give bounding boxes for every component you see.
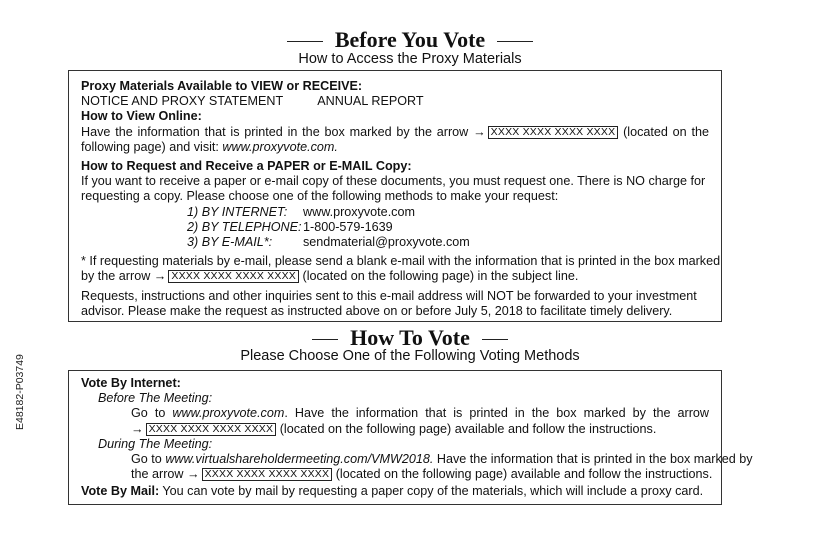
voting-methods-box (68, 370, 753, 505)
request-heading: How to Request and Receive a PAPER or E-MAIL Copy: (81, 159, 412, 174)
access-subtitle: How to Access the Proxy Materials (298, 51, 522, 67)
arrow-icon: → (153, 269, 167, 284)
doc-annual-report: ANNUAL REPORT (317, 94, 424, 109)
document-code: E48182-P03749 (14, 354, 26, 430)
before-meeting-line2: → XXXX XXXX XXXX XXXX (located on the following page) available and follow the instructions. (131, 421, 657, 436)
during-meeting-label: During The Meeting: (98, 436, 213, 451)
before-you-vote-title: Before You Vote (0, 27, 820, 53)
method-email: 3) BY E-MAIL*: sendmaterial@proxyvote.com (187, 235, 470, 250)
title-rule-left (287, 41, 323, 42)
proxy-materials-box (68, 70, 722, 322)
method-telephone: 2) BY TELEPHONE: 1-800-579-1639 (187, 219, 393, 234)
method-telephone-number: 1-800-579-1639 (303, 219, 393, 234)
vote-mail-heading: Vote By Mail: (81, 484, 160, 499)
before-meeting-line1: Go to www.proxyvote.com. Have the information that is printed in the box marked by the arrow (131, 406, 709, 421)
voting-methods-subtitle: Please Choose One of the Following Voting Methods (240, 348, 580, 364)
arrow-icon: → (187, 467, 200, 482)
control-number-box: XXXX XXXX XXXX XXXX (202, 468, 333, 481)
vote-by-mail (81, 484, 709, 499)
view-online-line2: following page) and visit: www.proxyvote.com. (81, 139, 338, 154)
vote-internet-heading: Vote By Internet: (81, 376, 181, 390)
method-internet: 1) BY INTERNET: www.proxyvote.com (187, 204, 415, 219)
request-line1: If you want to receive a paper or e-mail copy of these documents, you must request one. There is NO charge for (81, 174, 706, 189)
view-online-heading: How to View Online: (81, 109, 202, 124)
how-to-vote-title: How To Vote (0, 325, 820, 351)
method-email-address[interactable]: sendmaterial@proxyvote.com (303, 235, 470, 250)
email-note-line1: * If requesting materials by e-mail, please send a blank e-mail with the information that is printed in the box marked (81, 254, 721, 269)
arrow-icon: → (473, 124, 486, 139)
documents-list (81, 94, 709, 109)
proxyvote-link[interactable]: www.proxyvote.com (172, 406, 285, 421)
requests-line1: Requests, instructions and other inquiries sent to this e-mail address will NOT be forwarded to your investment (81, 288, 697, 303)
arrow-icon: → (131, 421, 144, 436)
control-number-box: XXXX XXXX XXXX XXXX (488, 126, 619, 139)
doc-notice: NOTICE AND PROXY STATEMENT (81, 94, 284, 109)
vote-mail-text: You can vote by mail by requesting a paper copy of the materials, which will include a proxy card. (162, 484, 704, 499)
control-number-box: XXXX XXXX XXXX XXXX (146, 423, 277, 436)
method-internet-url[interactable]: www.proxyvote.com (303, 204, 415, 219)
title-rule-right (497, 41, 533, 42)
request-line2: requesting a copy. Please choose one of the following methods to make your request: (81, 189, 559, 204)
during-meeting-line2: the arrow → XXXX XXXX XXXX XXXX (located on the following page) available and follow the instructions. (131, 467, 713, 482)
title-rule-left (312, 339, 338, 340)
during-meeting-line1: Go to www.virtualshareholdermeeting.com/VMW2018. Have the information that is printed in the box marked by (131, 452, 753, 467)
request-methods-list (187, 205, 709, 251)
virtual-meeting-link[interactable]: www.virtualshareholdermeeting.com/VMW2018. (165, 452, 434, 467)
proxyvote-link[interactable]: www.proxyvote.com. (222, 139, 338, 154)
email-note-line2: by the arrow → XXXX XXXX XXXX XXXX (located on the following page) in the subject line. (81, 269, 579, 284)
view-online-line1: Have the information that is printed in the box marked by the arrow → XXXX XXXX XXXX XXXX (located on the (81, 124, 709, 139)
before-meeting-label: Before The Meeting: (98, 391, 213, 406)
control-number-box: XXXX XXXX XXXX XXXX (168, 270, 299, 283)
requests-line2: advisor. Please make the request as instructed above on or before July 5, 2018 to facilitate timely delivery. (81, 303, 673, 318)
title-rule-right (482, 339, 508, 340)
materials-heading: Proxy Materials Available to VIEW or RECEIVE: (81, 79, 363, 93)
